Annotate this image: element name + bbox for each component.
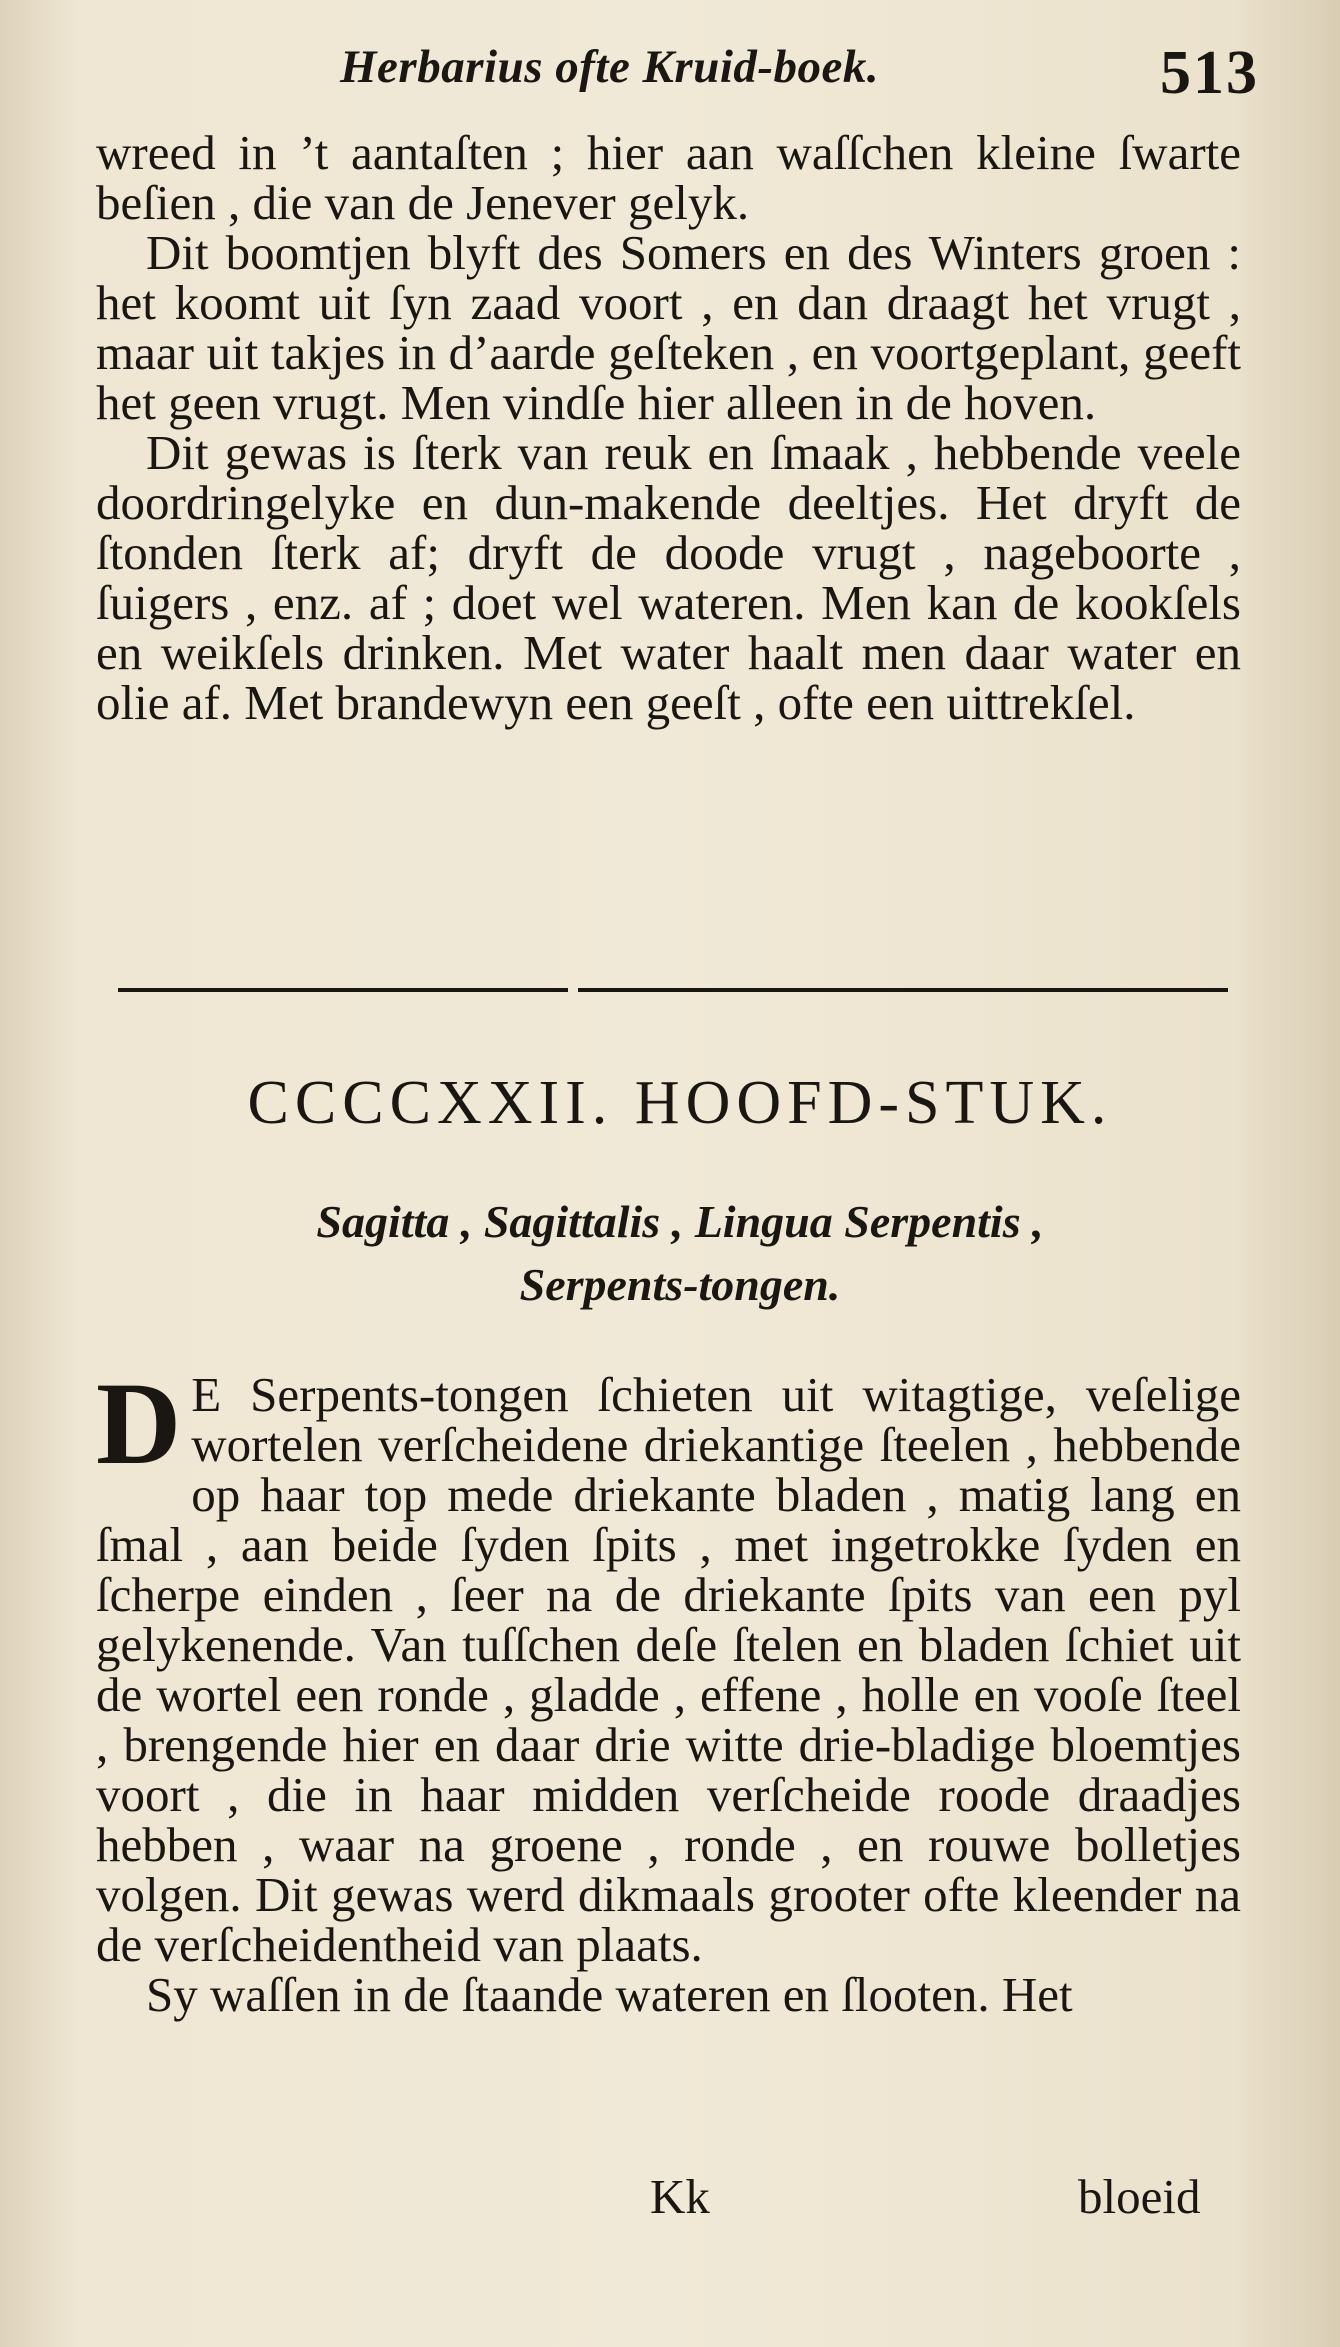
paragraph-continuation: wreed in ’t aantaſten ; hier aan waſſchen kleine ſwarte beſien , die van de Jenever gelyk. [96, 125, 1241, 230]
paragraph-description [96, 1358, 1241, 1972]
chapter-heading: CCCCXXII. HOOFD-STUK. [247, 1069, 1113, 1137]
section-1-text [96, 125, 1241, 730]
first-word-rest: E [191, 1367, 222, 1422]
paragraph-evergreen: Dit boomtjen blyft des Somers en des Winters groen : het koomt uit ſyn zaad voort , en dan draagt het vrugt , maar uit takjes in d’aarde geſteken , en voortgeplant, geeft het geen vrugt. Men vindſe hier alleen in de hoven. [96, 225, 1241, 430]
signature-mark: Kk [650, 2169, 710, 2224]
chapter-subtitle-dutch: Serpents-tongen. [519, 1259, 841, 1310]
chapter-subtitle-latin: Sagitta , Sagittalis , Lingua Serpentis , [316, 1196, 1044, 1247]
catchword: bloeid [1078, 2169, 1201, 2224]
section-2-text [96, 1358, 1241, 2022]
running-title: Herbarius ofte Kruid-boek. [340, 41, 880, 93]
page-number: 513 [1160, 39, 1259, 107]
divider-rule-right [578, 988, 1228, 992]
paragraph-habitat: Sy waſſen in de ſtaande wateren en ſlooten. Het [146, 1967, 1073, 2022]
drop-cap: D [96, 1358, 182, 1489]
paragraph-properties: Dit gewas is ſterk van reuk en ſmaak , hebbende veele doordringelyke en dun-makende deeltjes. Het dryft de ſtonden ſterk af; dryft de doode vrugt , nageboorte , ſuigers , enz. af ; doet wel wateren. Men kan de kookſels en weikſels drinken. Met water haalt men daar water en olie af. Met brandewyn een geeſt , ofte een uittrekſel. [96, 425, 1241, 730]
description-text: Serpents-tongen ſchieten uit witagtige, veſelige wortelen verſcheidene driekantige ſteelen , hebbende op haar top mede driekante bladen , matig lang en ſmal , aan beide ſyden ſpits , met ingetrokke ſyden en ſcherpe einden , ſeer na de driekante ſpits van een pyl gelykenende. Van tuſſchen deſe ſtelen en bladen ſchiet uit de wortel een ronde , gladde , effene , holle en vooſe ſteel , brengende hier en daar drie witte drie-bladige bloemtjes voort , die in haar midden verſcheide roode draadjes hebben , waar na groene , ronde , en rouwe bolletjes volgen. Dit gewas werd dikmaals grooter ofte kleender na de verſcheidentheid van plaats. [96, 1367, 1241, 1972]
divider-rule-left [118, 988, 568, 992]
